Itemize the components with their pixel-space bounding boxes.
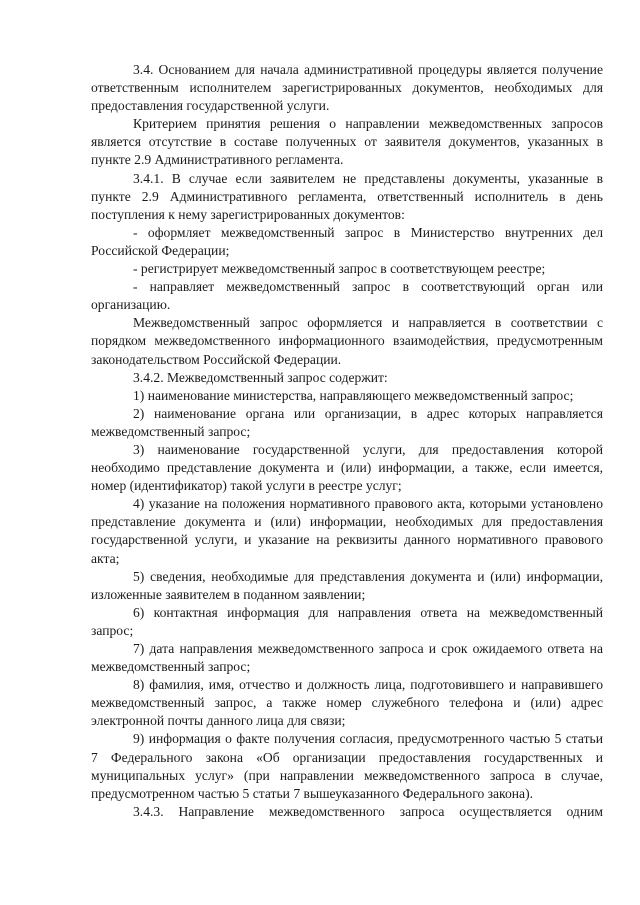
paragraph-3-4-3: 3.4.3. Направление межведомственного запроса осуществляется одним [133,803,603,819]
list-item-6: 6) контактная информация для направления ответа на межведомственный запрос; [91,604,603,638]
paragraph-3-4-1: 3.4.1. В случае если заявителем не представлены документы, указанные в пункте 2.9 Административного регламента, ответственный исполнитель в день поступления к нему зарегистрированных документов: [91,170,603,222]
paragraph-3-4: 3.4. Основанием для начала административной процедуры является получение ответственным исполнителем зарегистрированных документов, необходимых для предоставления государственной услуги. [91,62,603,114]
list-item-4: 4) указание на положения нормативного правового акта, которыми установлено представление документа и (или) информации, необходимых для предоставления государственной услуги, и указание на реквизиты данного нормативного правового акта; [91,496,603,566]
list-item-5: 5) сведения, необходимые для представления документа и (или) информации, изложенные заявителем в поданном заявлении; [91,568,603,602]
list-item-7: 7) дата направления межведомственного запроса и срок ожидаемого ответа на межведомственный запрос; [91,641,603,675]
paragraph-3-4-2: 3.4.2. Межведомственный запрос содержит: [133,369,388,385]
list-item-1: 1) наименование министерства, направляющего межведомственный запрос; [133,387,574,403]
list-item-2: 2) наименование органа или организации, в адрес которых направляется межведомственный запрос; [91,405,603,439]
list-item-3: 3) наименование государственной услуги, для предоставления которой необходимо представление документа и (или) информации, а также, если имеется, номер (идентификатор) такой услуги в реестре услуг; [91,441,603,494]
list-item-8: 8) фамилия, имя, отчество и должность лица, подготовившего и направившего межведомственный запрос, а также номер служебного телефона и (или) адрес электронной почты данного лица для связи; [91,677,603,729]
paragraph-request-procedure: Межведомственный запрос оформляется и направляется в соответствии с порядком межведомственного информационного взаимодействия, предусмотренным законодательством Российской Федерации. [91,315,603,367]
document-body [91,61,603,821]
list-item-send-request: - направляет межведомственный запрос в соответствующий орган или организацию. [91,279,603,313]
paragraph-criterion: Критерием принятия решения о направлении межведомственных запросов является отсутствие в составе полученных от заявителя документов, указанных в пункте 2.9 Административного регламента. [91,116,603,168]
list-item-9: 9) информация о факте получения согласия, предусмотренного частью 5 статьи 7 Федерального закона «Об организации предоставления государственных и муниципальных услуг» (при направлении межведомственного запроса в случае, предусмотренном частью 5 статьи 7 вышеуказанного Федерального закона). [91,731,603,801]
list-item-register-request: - регистрирует межведомственный запрос в соответствующем реестре; [133,261,546,277]
list-item-mvd-request: - оформляет межведомственный запрос в Министерство внутренних дел Российской Федерации; [91,224,603,258]
